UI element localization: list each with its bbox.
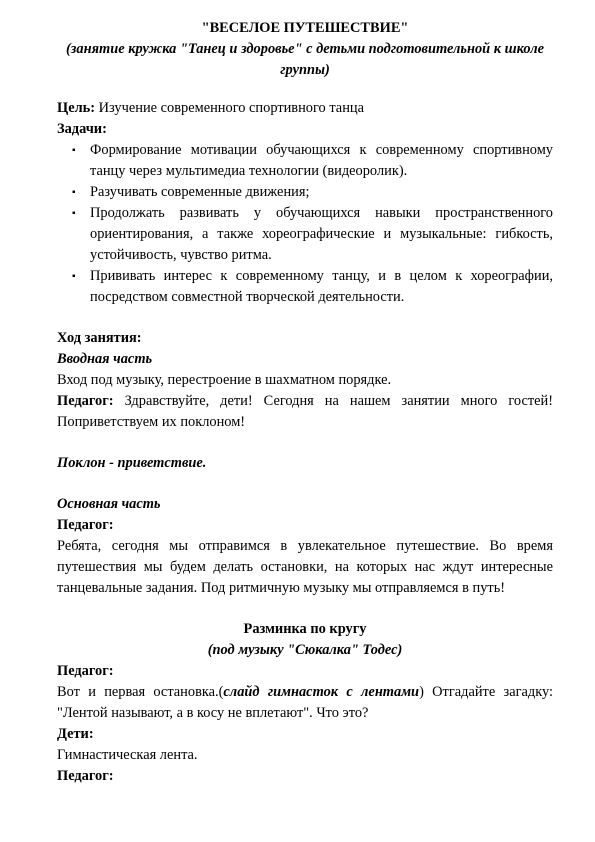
bullet-icon: ▪ [72, 187, 76, 198]
teacher-greeting: Здравствуйте, дети! Сегодня на нашем занятии много гостей! Поприветствуем их поклоном! [57, 393, 553, 430]
children-answer: Гимнастическая лента. [57, 747, 198, 763]
stop-text-end: ) Отгадайте загадку: "Лентой называют, а в косу не вплетают". Что это? [57, 684, 553, 721]
intro-heading: Вводная часть [57, 351, 153, 367]
task-item [72, 203, 553, 266]
teacher-greeting-paragraph [57, 391, 553, 433]
document-subtitle: (занятие кружка "Танец и здоровье" с детьми подготовительной к школе группы) [66, 41, 544, 78]
children-label: Дети: [57, 726, 94, 742]
goal-label: Цель: [57, 100, 96, 116]
teacher-label: Педагог: [57, 393, 114, 409]
spacer [57, 474, 553, 494]
lesson-heading: Ход занятия: [57, 330, 142, 346]
spacer [57, 433, 553, 453]
tasks-list [57, 140, 553, 308]
warmup-subheading: (под музыку "Сюкалка" Тодес) [207, 642, 403, 658]
task-text: Формирование мотивации обучающихся к современному спортивному танцу через мультимедиа технологии (видеоролик). [90, 142, 553, 179]
task-text: Разучивать современные движения; [90, 184, 310, 200]
teacher-label: Педагог: [57, 663, 114, 679]
stop-slide-note: слайд гимнасток с лентами [223, 684, 420, 700]
bullet-icon: ▪ [72, 208, 76, 219]
spacer [57, 599, 553, 619]
bullet-icon: ▪ [72, 271, 76, 282]
goal-line [57, 98, 553, 119]
goal-text: Изучение современного спортивного танца [95, 100, 364, 116]
main-heading: Основная часть [57, 496, 161, 512]
stop-paragraph [57, 682, 553, 724]
task-item [72, 140, 553, 182]
task-text: Продолжать развивать у обучающихся навыки пространственного ориентирования, а также хореографические и музыкальные: гибкость, устойчивость, чувство ритма. [90, 205, 553, 263]
teacher-label: Педагог: [57, 517, 114, 533]
task-item [72, 266, 553, 308]
teacher-label: Педагог: [57, 768, 114, 784]
tasks-label: Задачи: [57, 121, 107, 137]
intro-text: Вход под музыку, перестроение в шахматном порядке. [57, 372, 392, 388]
spacer [57, 308, 553, 328]
task-item [72, 182, 553, 203]
stop-text-start: Вот и первая остановка.( [57, 684, 224, 700]
task-text: Прививать интерес к современному танцу, и в целом к хореографии, посредством совместной творческой деятельности. [90, 268, 553, 305]
warmup-heading: Разминка по кругу [243, 621, 367, 637]
spacer [57, 81, 553, 98]
main-text: Ребята, сегодня мы отправимся в увлекательное путешествие. Во время путешествия мы будем делать остановки, на которых нас ждут интересные танцевальные задания. Под ритмичную музыку мы отправляемся в путь! [57, 538, 553, 596]
bullet-icon: ▪ [72, 145, 76, 156]
document-title: "ВЕСЕЛОЕ ПУТЕШЕСТВИЕ" [201, 20, 409, 36]
bow-heading: Поклон - приветствие. [57, 455, 207, 471]
